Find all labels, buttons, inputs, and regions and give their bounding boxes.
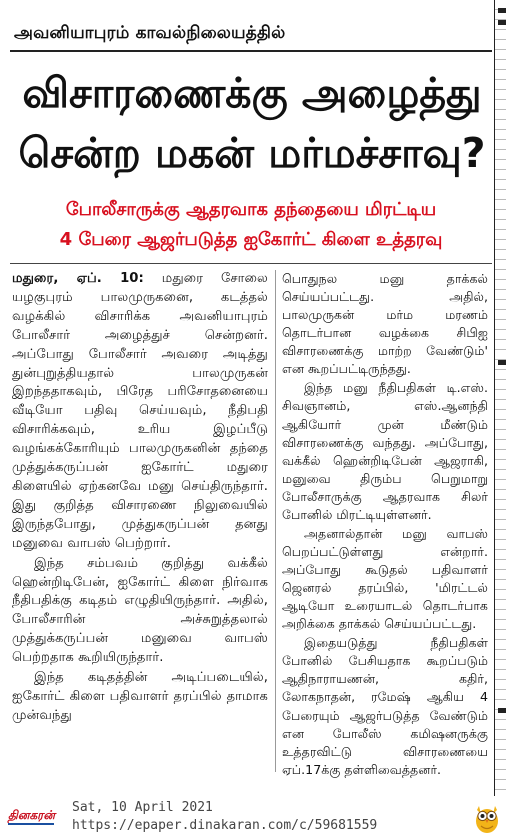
column-divider	[275, 270, 276, 772]
adjacent-column-mark	[498, 708, 506, 713]
subhead-line-2: 4 பேரை ஆஜர்படுத்த ஐகோர்ட் கிளை உத்தரவு	[59, 229, 443, 250]
kicker-divider	[10, 50, 492, 52]
adjacent-column-mark	[498, 20, 506, 25]
paragraph-text: மதுரை சோலை யழகுபுரம் பாலமுருகனை, கடத்தல் வழக்கில் விசாரிக்க அவனியாபுரம் போலீசார் அழைத்துச் சென்றனர். அப்போது போலீசார் அவரை அடித்து துன்புறுத்தியதால் பாலமுருகன் இறந்ததாகவும், பிரேத பரிசோதனையை வீடியோ பதிவு செய்யவும், நீதிபதி விசாரிக்கவும், உரிய இழப்பீடு வழங்கக்கோரியும் பாலமுருகனின் தந்தை முத்துக்கருப்பன் ஐகோர்ட் மதுரை கிளையில் ஏற்கனவே மனு செய்திருந்தார். இது குறித்த விசாரணை நிலுவையில் இருந்தபோது, முத்துகருப்பன் தனது மனுவை வாபஸ் பெற்றார்.	[12, 271, 268, 551]
logo-underline	[8, 823, 54, 825]
footer-date: Sat, 10 April 2021	[72, 800, 213, 815]
article-column-left	[12, 270, 268, 727]
article-paragraph: இந்த சம்பவம் குறித்து வக்கீல் ஹென்றிடிபேன், ஐகோர்ட் கிளை நிர்வாக நீதிபதிக்கு கடிதம் எழுதியிருந்தார். அதில், போலீசாரின் அச்சுறுத்தலால் முத்துக்கருப்பன் மனுவை வாபஸ் பெற்றதாக கூறியிருந்தார்.	[12, 555, 268, 666]
body-divider	[10, 263, 492, 264]
headline-line-2: சென்ற மகன் மர்மச்சாவு?	[18, 129, 486, 177]
adjacent-column-mark	[498, 8, 506, 13]
kicker: அவனியாபுரம் காவல்நிலையத்தில்	[14, 23, 286, 43]
article-paragraph: இதையடுத்து நீதிபதிகள் போனில் பேசியதாக கூறப்படும் ஆதிநாராயணன், கதிர், லோகநாதன், ரமேஷ் ஆகிய 4 பேரையும் ஆஜர்படுத்த வேண்டும் என போலீஸ் கமிஷனருக்கு உத்தரவிட்டு விசாரணையை ஏப்.17க்கு தள்ளிவைத்தனர்.	[282, 635, 488, 777]
footer-url[interactable]: https://epaper.dinakaran.com/c/59681559	[72, 818, 378, 833]
adjacent-column-strip	[494, 0, 506, 800]
headline-line-1: விசாரணைக்கு அழைத்து	[22, 69, 482, 117]
article-column-right	[282, 270, 488, 780]
article-paragraph: பொதுநல மனு தாக்கல் செய்யப்பட்டது. அதில், பாலமுருகன் மர்ம மரணம் தொடர்பான வழக்கை சிபிஐ விசாரணைக்கு மாற்ற வேண்டும்' என கூறப்பட்டிருந்தது.	[282, 271, 488, 377]
subhead-line-1: போலீசாருக்கு ஆதரவாக தந்தையை மிரட்டிய	[65, 199, 437, 220]
owl-icon	[474, 802, 500, 834]
dateline: மதுரை, ஏப். 10:	[12, 271, 144, 286]
dinakaran-logo: தினகரன்	[8, 808, 55, 822]
adjacent-column-mark	[498, 360, 506, 365]
article-paragraph: இந்த கடிதத்தின் அடிப்படையில், ஐகோர்ட் கிளை பதிவாளர் தரப்பில் தாமாக முன்வந்து	[12, 670, 268, 723]
article-paragraph: அதனால்தான் மனு வாபஸ் பெறப்பட்டுள்ளது என்றார். அப்போது கூடுதல் பதிவாளர் ஜெனரல் தரப்பில், 'மிரட்டல் ஆடியோ உரையாடல் தொடர்பாக அறிக்கை தாக்கல் செய்யப்பட்டது.	[282, 525, 488, 632]
article-paragraph: இந்த மனு நீதிபதிகள் டி.எஸ். சிவஞானம், எஸ்.ஆனந்தி ஆகியோர் முன் மீண்டும் விசாரணைக்கு வந்தது. அப்போது, வக்கீல் ஹென்றிடிபேன் ஆஜராகி, மனுவை திரும்ப பெறுமாறு போலீசாருக்கு ஆதரவாக சிலர் போனில் மிரட்டியுள்ளனர்.	[282, 380, 488, 522]
article-paragraph	[12, 270, 268, 554]
